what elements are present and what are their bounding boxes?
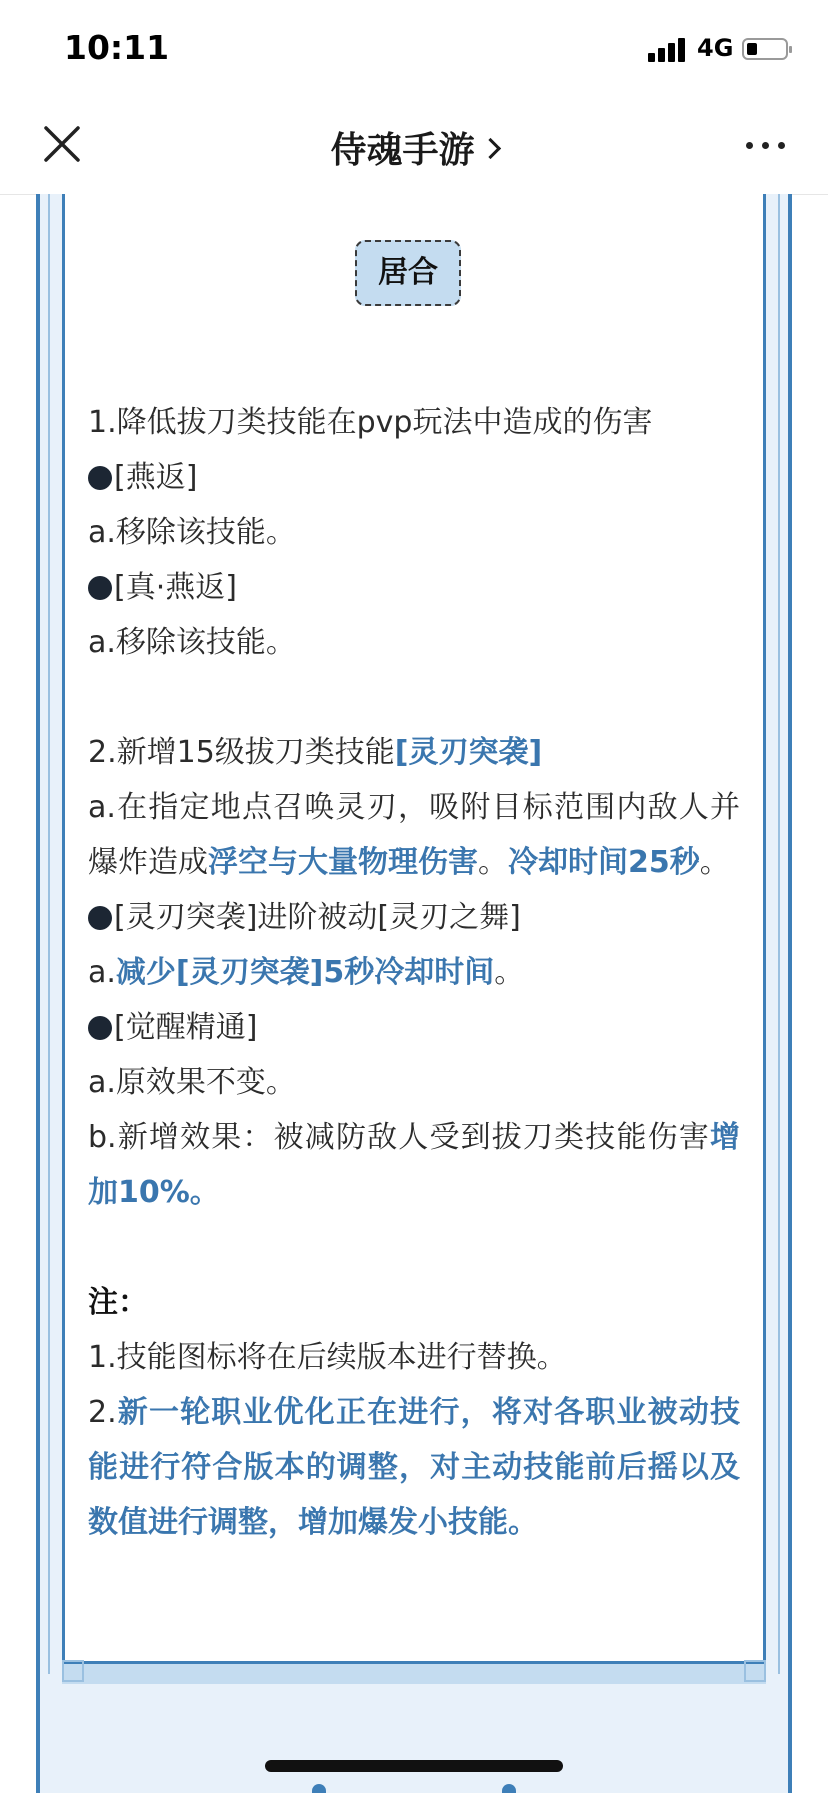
article-body <box>88 395 740 1550</box>
home-indicator[interactable] <box>265 1760 563 1772</box>
bullet-item: [灵刃突袭]进阶被动[灵刃之舞] <box>88 890 740 945</box>
note-item: 2.新一轮职业优化正在进行，将对各职业被动技能进行符合版本的调整，对主动技能前后摇以及数值进行调整，增加爆发小技能。 <box>88 1395 740 1540</box>
frame-corner-left <box>62 1660 84 1682</box>
frame-corner-right <box>744 1660 766 1682</box>
bullet-icon <box>88 576 112 600</box>
paragraph: a.在指定地点召唤灵刃，吸附目标范围内敌人并爆炸造成浮空与大量物理伤害。冷却时间25秒。 <box>88 790 740 880</box>
account-title-link[interactable] <box>0 122 828 173</box>
paragraph: 1.降低拔刀类技能在pvp玩法中造成的伤害 <box>88 405 653 440</box>
note-item: 1.技能图标将在后续版本进行替换。 <box>88 1340 567 1375</box>
card-base <box>62 1664 766 1684</box>
bullet-item: [觉醒精通] <box>88 1000 740 1055</box>
status-bar <box>0 0 828 100</box>
network-type: 4G <box>697 34 734 62</box>
section-heading: 居合 <box>355 240 461 306</box>
frame-line-left <box>48 194 50 1674</box>
bullet-icon <box>88 1016 112 1040</box>
battery-level <box>747 43 757 55</box>
bullet-icon <box>88 906 112 930</box>
paragraph: a.减少[灵刃突袭]5秒冷却时间。 <box>88 955 525 990</box>
paragraph: a.移除该技能。 <box>88 625 296 660</box>
paragraph: a.移除该技能。 <box>88 515 296 550</box>
nav-title: 侍魂手游 <box>330 130 475 171</box>
nav-bar <box>0 100 828 195</box>
status-time: 10:11 <box>64 28 170 67</box>
chevron-right-icon <box>479 138 500 159</box>
more-dots-icon <box>746 142 753 149</box>
frame-line-right <box>778 194 780 1674</box>
frame-ornament-left <box>312 1784 326 1793</box>
skill-name-highlight: [灵刃突袭] <box>394 735 543 770</box>
paragraph: a.原效果不变。 <box>88 1065 296 1100</box>
battery-icon <box>742 38 788 60</box>
bullet-icon <box>88 466 112 490</box>
paragraph: 2.新增15级拔刀类技能[灵刃突袭] <box>88 735 543 770</box>
bullet-item: [燕返] <box>88 450 740 505</box>
bullet-item: [真·燕返] <box>88 560 740 615</box>
signal-icon <box>648 38 688 62</box>
frame-ornament-right <box>502 1784 516 1793</box>
note-label: 注： <box>88 1285 148 1320</box>
paragraph: b.新增效果：被减防敌人受到拔刀类技能伤害增加10%。 <box>88 1120 740 1210</box>
more-button[interactable] <box>740 130 790 160</box>
